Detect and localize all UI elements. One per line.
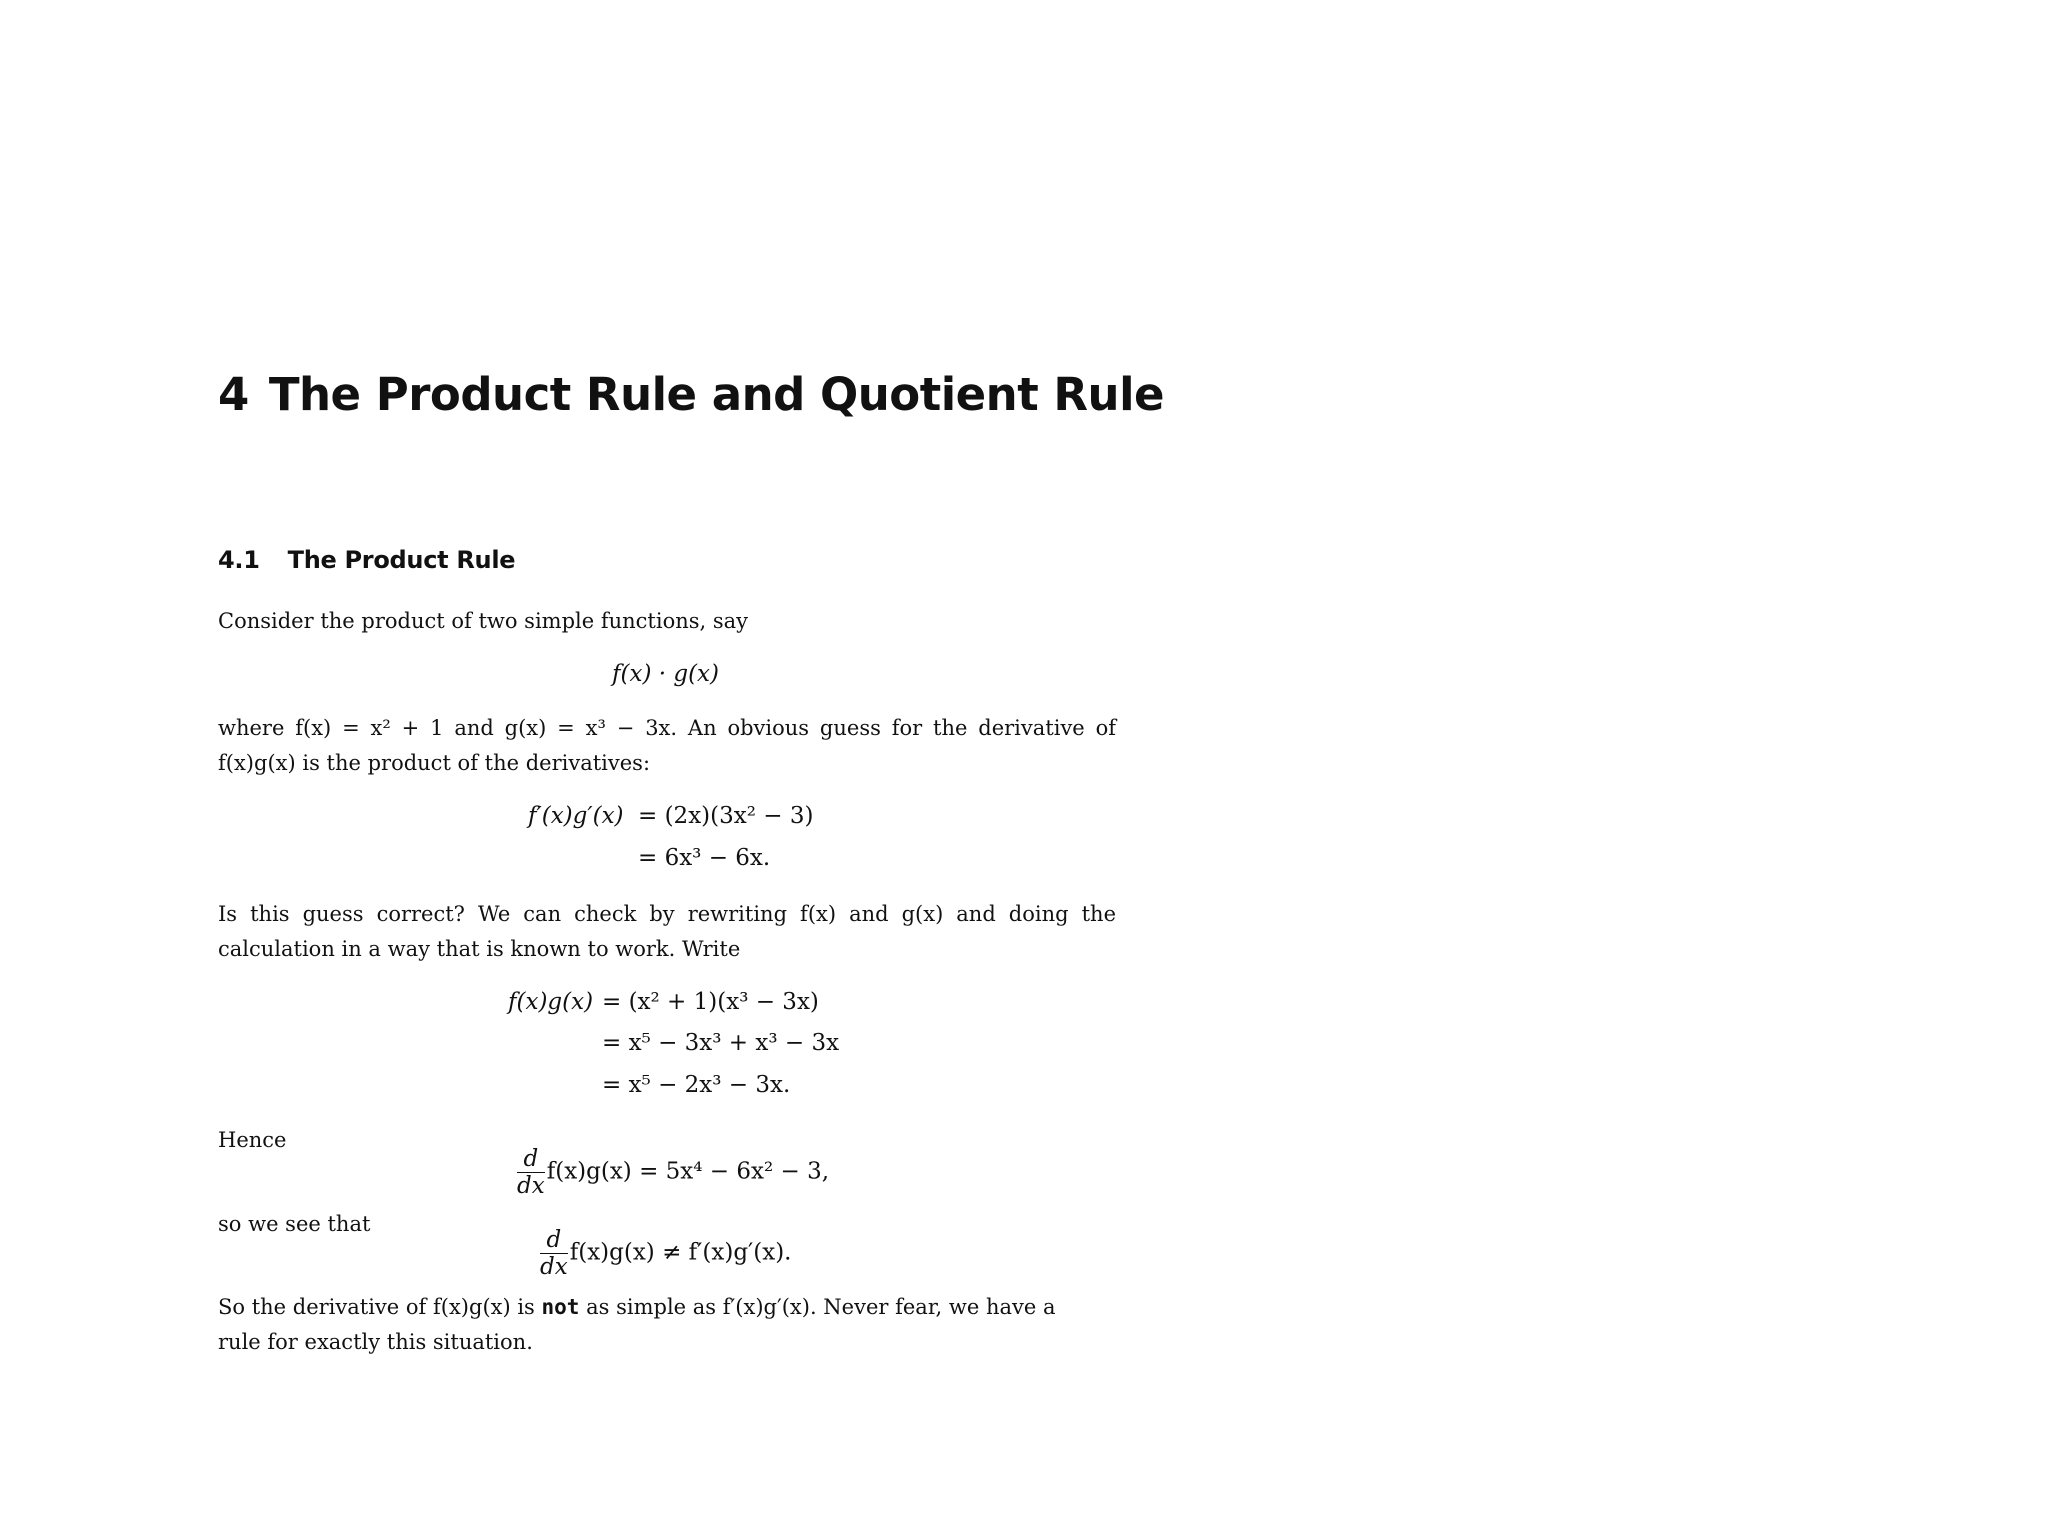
- paragraph-so-we-see: so we see that: [218, 1212, 371, 1236]
- equation-guess-rhs-1: = (2x)(3x² − 3): [638, 803, 814, 829]
- equation-inequality: [540, 1227, 792, 1280]
- section-number: 4.1: [218, 546, 260, 574]
- equation-guess-lhs: f′(x)g′(x): [528, 803, 624, 829]
- paragraph-conclusion-text-a: So the derivative of f(x)g(x) is: [218, 1295, 542, 1319]
- paragraph-conclusion-line-2: rule for exactly this situation.: [218, 1330, 533, 1354]
- equation-inequality-rhs: f(x)g(x) ≠ f′(x)g′(x).: [569, 1239, 792, 1266]
- paragraph-guess: [218, 711, 1116, 781]
- paragraph-intro: Consider the product of two simple functions, say: [218, 609, 749, 633]
- chapter-title-text: The Product Rule and Quotient Rule: [268, 368, 1165, 421]
- paragraph-hence: Hence: [218, 1128, 287, 1152]
- equation-expansion-rhs-2: = x⁵ − 3x³ + x³ − 3x: [602, 1030, 840, 1056]
- section-title: [218, 546, 515, 574]
- equation-expansion-lhs: f(x)g(x): [508, 989, 594, 1015]
- derivative-numerator-2: d: [540, 1227, 568, 1254]
- derivative-operator: [517, 1146, 545, 1199]
- derivative-numerator: d: [517, 1146, 545, 1173]
- paragraph-conclusion-line-1: [218, 1290, 1056, 1325]
- equation-true-derivative: [517, 1146, 829, 1199]
- derivative-denominator: dx: [517, 1173, 545, 1199]
- paragraph-check: [218, 897, 1116, 967]
- derivative-denominator-2: dx: [540, 1254, 568, 1280]
- equation-expansion-rhs-3: = x⁵ − 2x³ − 3x.: [602, 1072, 791, 1098]
- paragraph-check-line-2: calculation in a way that is known to work. Write: [218, 937, 741, 961]
- paragraph-guess-line-2: f(x)g(x) is the product of the derivatives:: [218, 751, 651, 775]
- equation-guess-rhs-2: = 6x³ − 6x.: [638, 845, 771, 871]
- paragraph-check-line-1: Is this guess correct? We can check by rewriting f(x) and g(x) and doing the: [218, 902, 1116, 926]
- emphasis-not: not: [541, 1295, 580, 1319]
- chapter-title: [218, 368, 1164, 421]
- equation-true-derivative-rhs: f(x)g(x) = 5x⁴ − 6x² − 3,: [546, 1158, 830, 1185]
- paragraph-guess-line-1: where f(x) = x² + 1 and g(x) = x³ − 3x. An obvious guess for the derivative of: [218, 716, 1116, 740]
- equation-expansion-rhs-1: = (x² + 1)(x³ − 3x): [602, 989, 819, 1015]
- paragraph-conclusion: [218, 1290, 1056, 1360]
- derivative-operator-2: [540, 1227, 568, 1280]
- section-title-text: The Product Rule: [287, 546, 516, 574]
- equation-product: f(x) · g(x): [612, 661, 720, 687]
- chapter-number: 4: [218, 368, 249, 421]
- paragraph-conclusion-text-b: as simple as f′(x)g′(x). Never fear, we have a: [579, 1295, 1056, 1319]
